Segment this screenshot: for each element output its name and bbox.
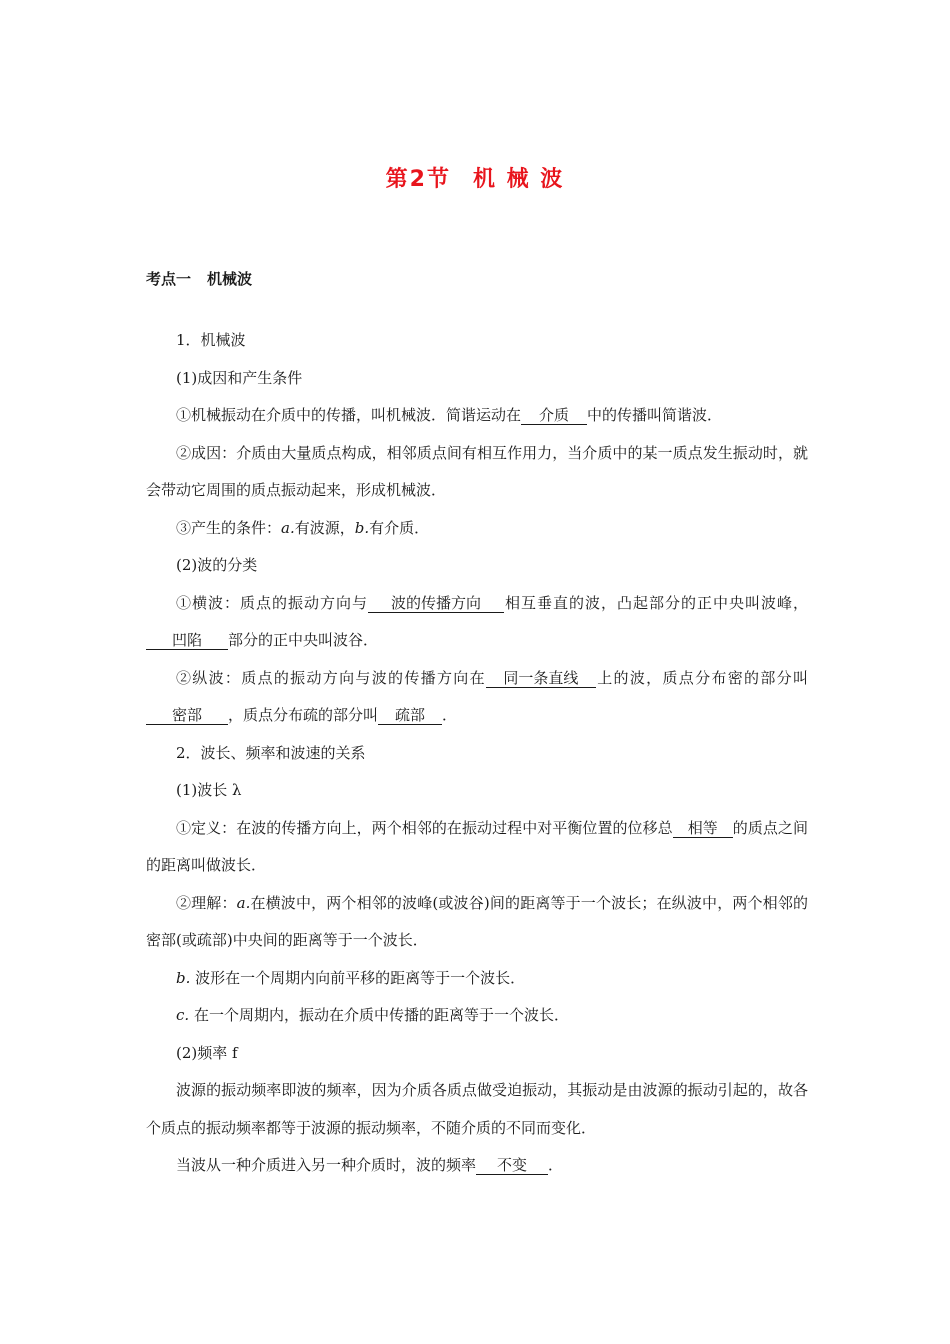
fill-blank-medium: 介质: [521, 406, 587, 425]
fill-blank-trough: 凹陷: [146, 631, 228, 650]
fill-blank-equal: 相等: [673, 819, 733, 838]
section-title: 机械波: [207, 270, 253, 288]
subheading-wave-classification: (2)波的分类: [176, 556, 258, 574]
fill-blank-unchanged: 不变: [476, 1156, 548, 1175]
section-label: 考点一: [146, 270, 192, 288]
title-section-number: 第2节: [385, 167, 451, 192]
subheading-causes-conditions: (1)成因和产生条件: [176, 368, 303, 387]
heading-mechanical-wave: 1．机械波: [176, 331, 246, 349]
fill-blank-propagation-direction: 波的传播方向: [368, 594, 504, 613]
title-text: 机 械 波: [472, 167, 565, 192]
document-body: [146, 322, 808, 1185]
paragraph-frequency: 波源的振动频率即波的频率，因为介质各质点做受迫振动，其振动是由波源的振动引起的，故各个质点的振动频率都等于波源的振动频率，不随介质的不同而变化．: [146, 1081, 808, 1137]
section-heading: [146, 268, 252, 289]
paragraph-cause: ②成因：介质由大量质点构成，相邻质点间有相互作用力，当介质中的某一质点发生振动时，就会带动它周围的质点振动起来，形成机械波．: [146, 443, 808, 499]
paragraph-transverse-wave: ①横波：质点的振动方向与 波的传播方向 相互垂直的波，凸起部分的正中央叫波峰，凹陷 部分的正中央叫波谷．: [146, 585, 808, 660]
subheading-wavelength: (1)波长 λ: [176, 781, 242, 799]
heading-wavelength-frequency-speed: 2．波长、频率和波速的关系: [176, 743, 366, 762]
paragraph-wavelength-understanding: ②理解：a.在横波中，两个相邻的波峰(或波谷)间的距离等于一个波长；在纵波中，两个相邻的密部(或疏部)中央间的距离等于一个波长．: [146, 893, 808, 949]
fill-blank-compression: 密部: [146, 706, 228, 725]
paragraph-item-c: c. 在一个周期内，振动在介质中传播的距离等于一个波长．: [176, 1006, 569, 1024]
subheading-frequency: (2)频率 f: [176, 1043, 238, 1062]
paragraph-conditions: ③产生的条件：a.有波源，b.有介质．: [176, 518, 430, 537]
paragraph-longitudinal-wave: ②纵波：质点的振动方向与波的传播方向在 同一条直线 上的波，质点分布密的部分叫密部 ，质点分布疏的部分叫 疏部 ．: [146, 660, 808, 735]
fill-blank-same-line: 同一条直线: [486, 669, 596, 688]
paragraph-item-b: b. 波形在一个周期内向前平移的距离等于一个波长．: [176, 968, 526, 987]
paragraph-definition: ①机械振动在介质中的传播，叫机械波．简谐运动在 介质 中的传播叫简谐波．: [176, 406, 723, 424]
paragraph-wavelength-definition: ①定义：在波的传播方向上，两个相邻的在振动过程中对平衡位置的位移总 相等 的质点之间的距离叫做波长．: [146, 818, 808, 874]
paragraph-frequency-unchanged: 当波从一种介质进入另一种介质时，波的频率 不变 ．: [176, 1156, 564, 1174]
fill-blank-rarefaction: 疏部: [378, 706, 442, 725]
page-title: [0, 162, 950, 193]
